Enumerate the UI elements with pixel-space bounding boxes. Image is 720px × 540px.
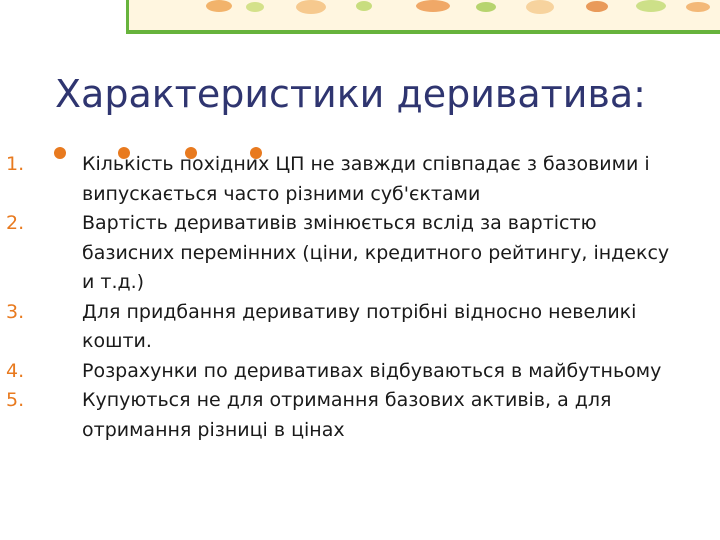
banner-underline — [126, 30, 720, 34]
flower-decoration — [296, 0, 326, 14]
list-item — [0, 209, 720, 298]
item-number: 2. — [6, 212, 25, 234]
list-item — [0, 357, 720, 387]
item-number: 3. — [6, 300, 25, 323]
item-text: Вартість деривативів змінюється вслід за вартістю базисних перемінних (ціни, кредитного рейтингу, індексу и т.д.) — [82, 212, 670, 293]
item-number: 4. — [6, 359, 25, 382]
characteristics-list — [0, 150, 720, 445]
list-item — [0, 386, 720, 445]
item-number: 1. — [6, 153, 25, 175]
flower-decoration — [586, 1, 608, 12]
flower-decoration — [476, 2, 496, 12]
flower-decoration — [246, 2, 264, 12]
flower-decoration — [416, 0, 450, 12]
slide-title: Характеристики деривативa: — [55, 72, 646, 116]
item-text: Розрахунки по деривативах відбуваються в майбутньому — [82, 359, 662, 382]
item-text: Для придбання деривативу потрібні відносно невеликі кошти. — [82, 300, 637, 352]
flower-decoration — [356, 1, 372, 11]
floral-banner — [126, 0, 720, 30]
flower-decoration — [686, 2, 710, 12]
banner-edge — [126, 0, 129, 34]
item-text: Купуються не для отримання базових активів, а для отримання різниці в цінах — [82, 389, 612, 441]
item-text: Кількість похідних ЦП не завжди співпадає з базовими і випускається часто різними суб'єктами — [82, 153, 650, 205]
flower-decoration — [526, 0, 554, 14]
list-item — [0, 298, 720, 357]
flower-decoration — [636, 0, 666, 12]
flower-decoration — [206, 0, 232, 12]
item-number: 5. — [6, 389, 25, 411]
list-item — [0, 150, 720, 209]
